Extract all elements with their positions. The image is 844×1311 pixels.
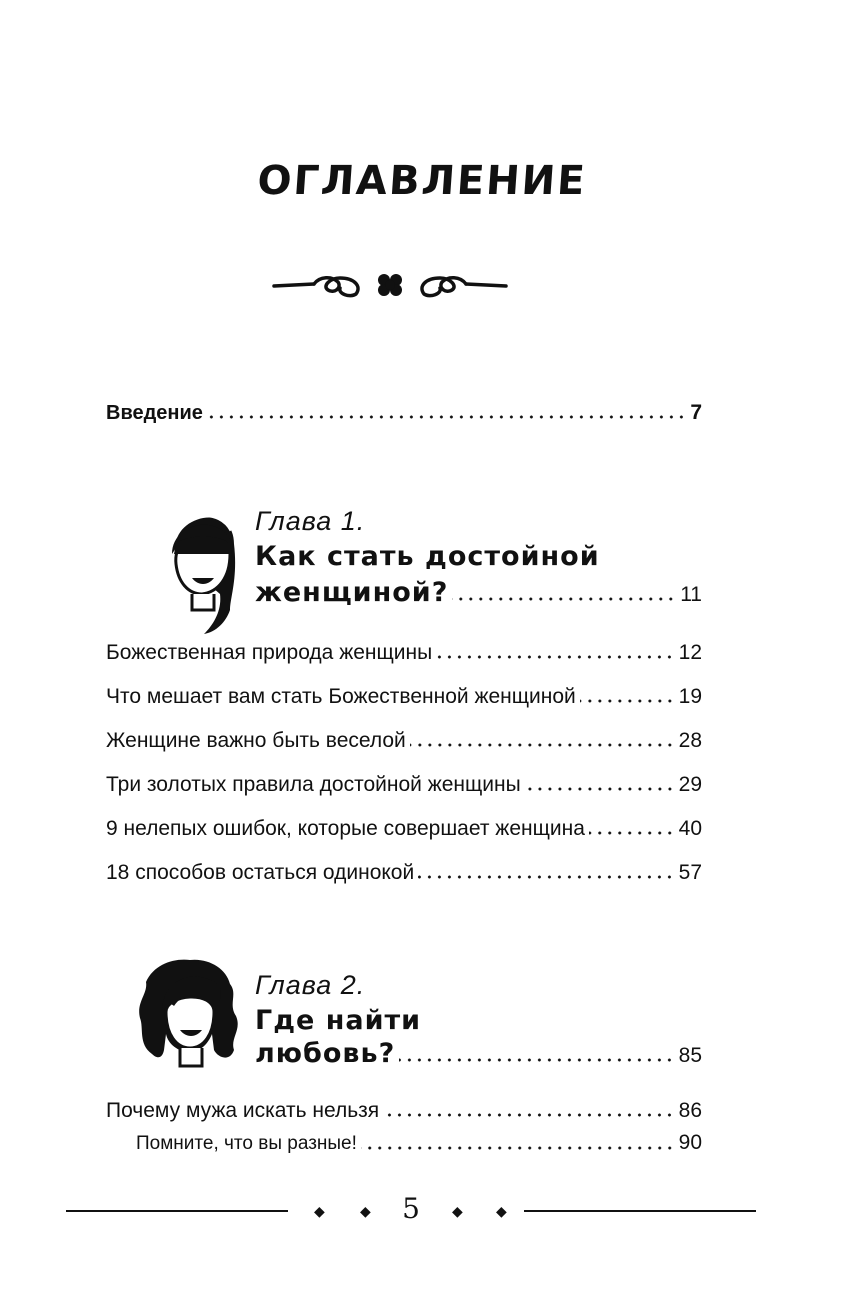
toc-entry-text: 9 нелепых ошибок, которые совершает женщина <box>106 817 585 840</box>
leader-dots <box>452 596 676 602</box>
leader-dots <box>589 830 675 836</box>
toc-entry-page: 7 <box>690 401 702 424</box>
chapter-2-label: Глава 2. <box>255 970 366 1000</box>
toc-entry[interactable] <box>106 684 702 710</box>
leader-dots <box>580 698 675 704</box>
footer-bullet-icon: ◆ <box>496 1203 507 1219</box>
toc-entry-text: Почему мужа искать нельзя <box>106 1099 380 1122</box>
chapter-2-title: Где найти <box>255 1005 422 1036</box>
leader-dots <box>207 414 686 420</box>
toc-entry[interactable] <box>106 640 702 666</box>
toc-entry-page: 90 <box>678 1131 702 1154</box>
footer-bullet-icon: ◆ <box>452 1203 463 1219</box>
toc-entry[interactable] <box>106 816 702 842</box>
toc-entry-page: 40 <box>678 817 702 840</box>
toc-entry-text: Помните, что вы разные! <box>136 1133 357 1154</box>
footer-bullet-icon: ◆ <box>314 1203 325 1219</box>
toc-entry-page: 11 <box>680 583 702 606</box>
leader-dots <box>399 1057 674 1063</box>
toc-entry-page: 28 <box>678 729 702 752</box>
chapter-1-title-line2: женщиной? <box>255 577 449 608</box>
toc-entry-chapter-1[interactable] <box>255 577 702 608</box>
toc-entry[interactable] <box>106 860 702 886</box>
toc-entry-text: 18 способов остаться одинокой <box>106 861 415 884</box>
toc-entry[interactable] <box>106 1098 702 1124</box>
footer-rule-left <box>66 1210 288 1212</box>
toc-entry-page: 29 <box>678 773 702 796</box>
leader-dots <box>361 1145 675 1151</box>
toc-entry[interactable] <box>106 728 702 754</box>
leader-dots <box>410 742 675 748</box>
page-footer <box>0 1190 844 1230</box>
leader-dots <box>436 654 674 660</box>
chapter-2-title-line2: любовь? <box>255 1038 396 1069</box>
woman-headband-avatar-icon <box>146 498 256 638</box>
page-title: ОГЛАВЛЕНИЕ <box>255 158 589 204</box>
toc-entry[interactable] <box>106 772 702 798</box>
toc-entry-text: Женщине важно быть веселой <box>106 729 406 752</box>
toc-entry-chapter-2[interactable] <box>255 1038 702 1069</box>
toc-entry-page: 57 <box>678 861 702 884</box>
leader-dots <box>525 786 675 792</box>
toc-subentry[interactable] <box>136 1130 702 1157</box>
chapter-1-title: Как стать достойной <box>255 541 600 572</box>
toc-entry-page: 85 <box>678 1044 702 1067</box>
toc-entry-page: 86 <box>678 1099 702 1122</box>
footer-bullet-icon: ◆ <box>360 1203 371 1219</box>
toc-entry-page: 12 <box>678 641 702 664</box>
toc-entry-text: Что мешает вам стать Божественной женщиной <box>106 685 576 708</box>
toc-entry-text: Три золотых правила достойной женщины <box>106 773 521 796</box>
woman-curly-hair-avatar-icon <box>134 954 244 1094</box>
page-number: 5 <box>402 1192 420 1225</box>
toc-entry-intro[interactable] <box>106 400 702 426</box>
toc-entry-page: 19 <box>678 685 702 708</box>
toc-entry-text: Божественная природа женщины <box>106 641 433 664</box>
toc-entry-text: Введение <box>106 402 203 424</box>
chapter-1-label: Глава 1. <box>255 506 366 536</box>
footer-rule-right <box>524 1210 756 1212</box>
leader-dots <box>418 874 674 880</box>
flourish-ornament-icon <box>268 262 512 306</box>
leader-dots <box>383 1112 674 1118</box>
